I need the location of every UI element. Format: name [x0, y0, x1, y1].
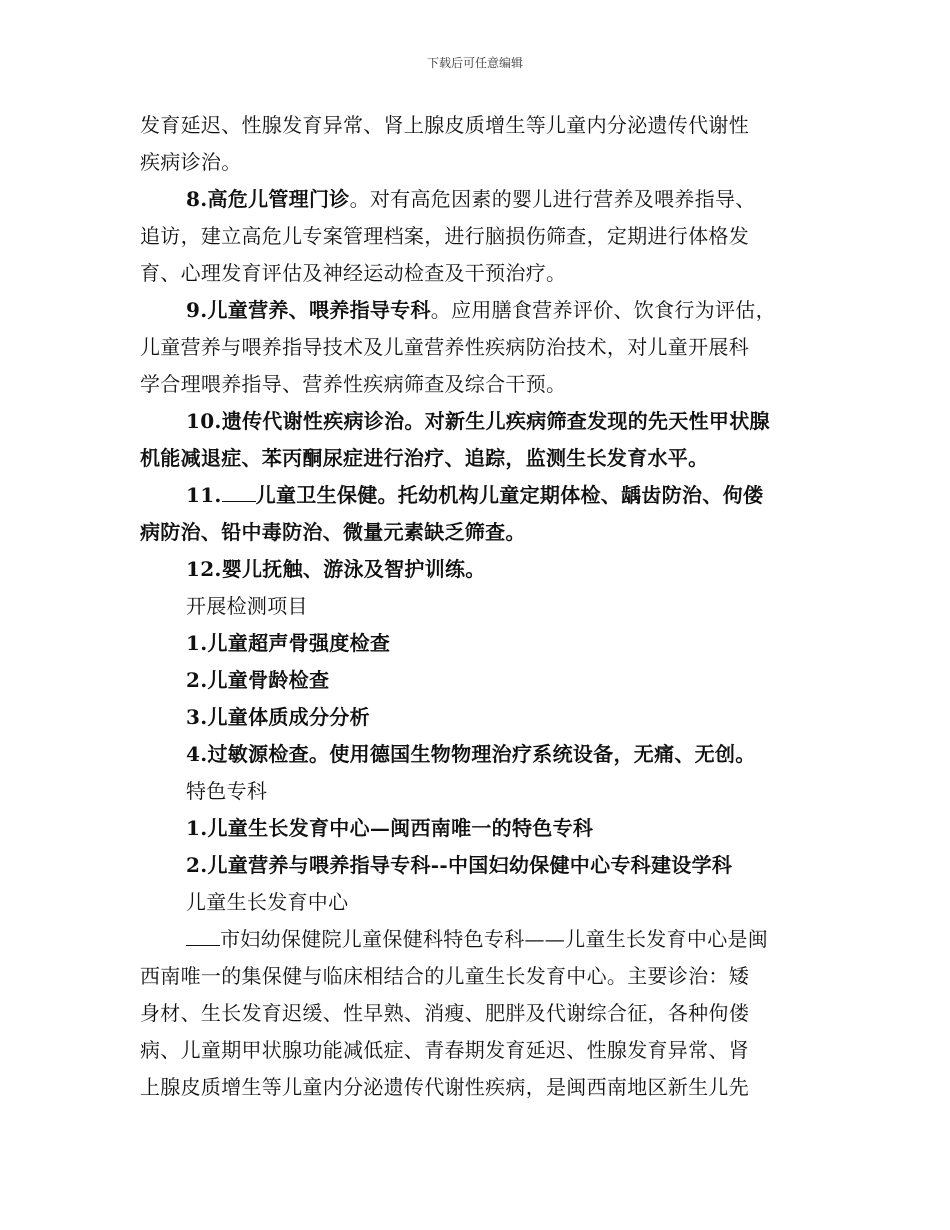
paragraph-line: 学合理喂养指导、营养性疾病筛查及综合干预。 — [140, 372, 567, 396]
list-item-10: 10.遗传代谢性疾病诊治。对新生儿疾病筛查发现的先天性甲状腺 — [186, 409, 770, 433]
item-heading: 9.儿童营养、喂养指导专科 — [186, 298, 431, 322]
list-item-12: 12.婴儿抚触、游泳及智护训练。 — [186, 557, 486, 581]
blank-underline — [186, 923, 220, 946]
list-item-11: 11. 儿童卫生保健。托幼机构儿童定期体检、龋齿防治、佝偻 — [140, 477, 810, 514]
paragraph-line: 市妇幼保健院儿童保健科特色专科——儿童生长发育中心是闽 — [140, 921, 810, 958]
paragraph-line: 儿童营养与喂养指导技术及儿童营养性疾病防治技术，对儿童开展科 — [140, 335, 749, 359]
list-item: 2.儿童营养与喂养指导专科--中国妇幼保健中心专科建设学科 — [186, 853, 733, 877]
paragraph-line: 机能减退症、苯丙酮尿症进行治疗、追踪，监测生长发育水平。 — [140, 446, 709, 470]
section-heading: 儿童生长发育中心 — [186, 890, 349, 914]
paragraph-line: 身材、生长发育迟缓、性早熟、消瘦、肥胖及代谢综合征，各种佝偻 — [140, 1001, 749, 1025]
section-heading: 特色专科 — [186, 779, 268, 803]
paragraph-line: 病防治、铅中毒防治、微量元素缺乏筛查。 — [140, 520, 526, 544]
document-body — [140, 107, 810, 1106]
paragraph-line: 上腺皮质增生等儿童内分泌遗传代谢性疾病，是闽西南地区新生儿先 — [140, 1075, 749, 1099]
list-item: 4.过敏源检查。使用德国生物物理治疗系统设备，无痛、无创。 — [186, 742, 756, 766]
item-heading: 8.高危儿管理门诊 — [186, 187, 350, 211]
paragraph-line: 追访，建立高危儿专案管理档案，进行脑损伤筛查，定期进行体格发 — [140, 224, 749, 248]
list-item-8: 8.高危儿管理门诊。对有高危因素的婴儿进行营养及喂养指导、 — [186, 187, 756, 211]
paragraph-line: 疾病诊治。 — [140, 150, 242, 174]
list-item: 2.儿童骨龄检查 — [186, 668, 330, 692]
paragraph-line: 病、儿童期甲状腺功能减低症、青春期发育延迟、性腺发育异常、肾 — [140, 1038, 749, 1062]
list-item: 1.儿童生长发育中心—闽西南唯一的特色专科 — [186, 816, 594, 840]
paragraph-line: 西南唯一的集保健与临床相结合的儿童生长发育中心。主要诊治：矮 — [140, 964, 749, 988]
page-header: 下载后可任意编辑 — [426, 56, 523, 70]
list-item: 1.儿童超声骨强度检查 — [186, 631, 391, 655]
section-heading: 开展检测项目 — [186, 594, 308, 618]
blank-underline — [222, 479, 256, 502]
list-item: 3.儿童体质成分分析 — [186, 705, 370, 729]
list-item-9: 9.儿童营养、喂养指导专科。应用膳食营养评价、饮食行为评估， — [186, 298, 776, 322]
paragraph-line: 发育延迟、性腺发育异常、肾上腺皮质增生等儿童内分泌遗传代谢性 — [140, 113, 749, 137]
paragraph-line: 育、心理发育评估及神经运动检查及干预治疗。 — [140, 261, 567, 285]
